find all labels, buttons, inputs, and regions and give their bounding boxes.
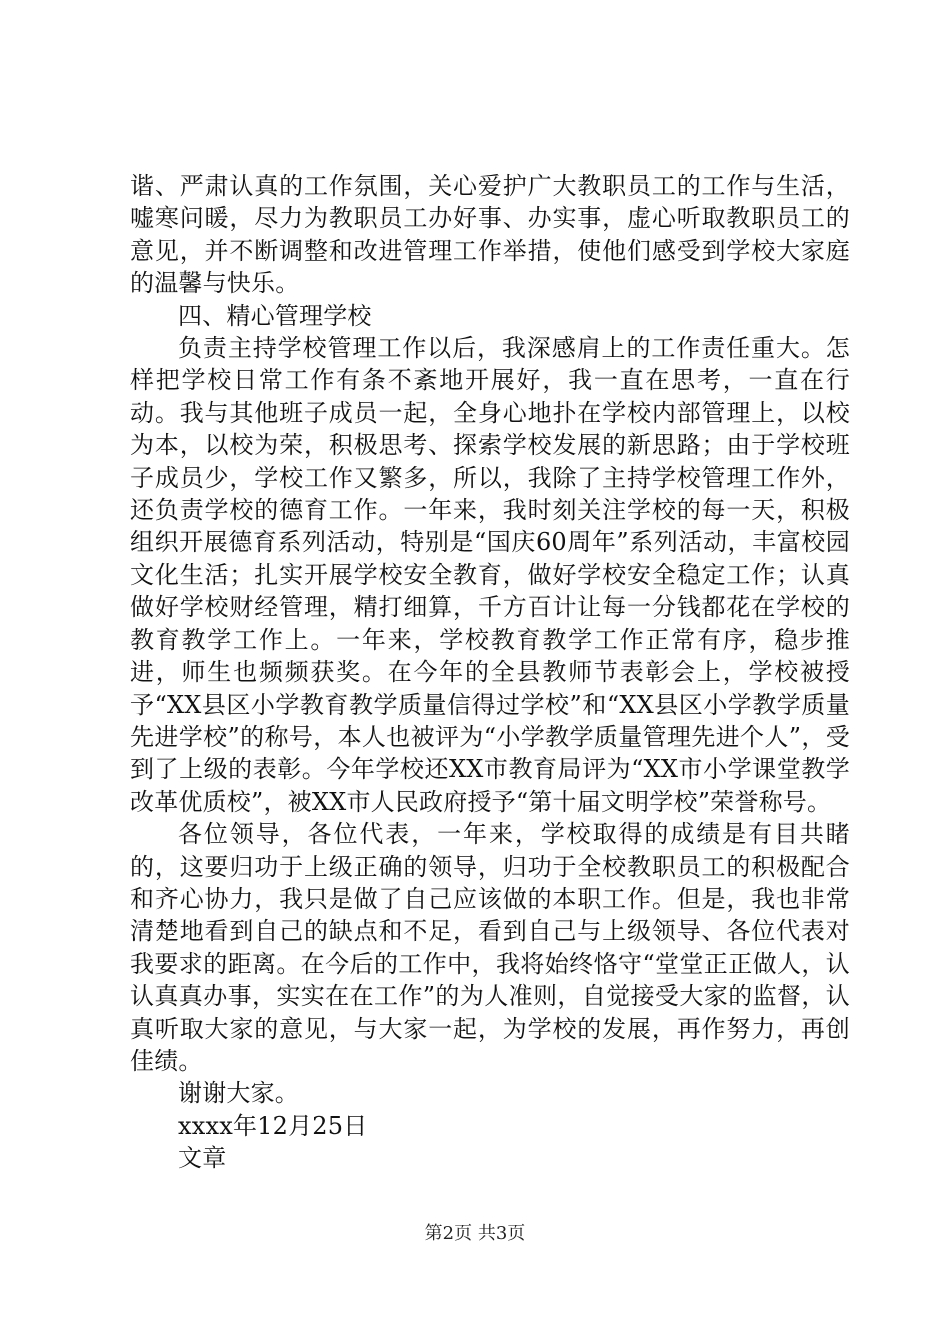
page-indicator: 第2页 共3页 [424, 1223, 526, 1244]
paragraph-continuation: 谐、严肃认真的工作氛围，关心爱护广大教职员工的工作与生活，嘘寒问暖，尽力为教职员工办好事、办实事，虚心听取教职员工的意见，并不断调整和改进管理工作举措，使他们感受到学校大家庭的温馨与快乐。 [130, 172, 850, 298]
paragraph-school-management: 负责主持学校管理工作以后，我深感肩上的工作责任重大。怎样把学校日常工作有条不紊地开展好，我一直在思考，一直在行动。我与其他班子成员一起，全身心地扑在学校内部管理上，以校为本，以校为荣，积极思考、探索学校发展的新思路；由于学校班子成员少，学校工作又繁多，所以，我除了主持学校管理工作外，还负责学校的德育工作。一年来，我时刻关注学校的每一天，积极组织开展德育系列活动，特别是“国庆60周年”系列活动，丰富校园文化生活；扎实开展学校安全教育，做好学校安全稳定工作；认真做好学校财经管理，精打细算，千方百计让每一分钱都花在学校的教育教学工作上。一年来，学校教育教学工作正常有序，稳步推进，师生也频频获奖。在今年的全县教师节表彰会上，学校被授予“XX县区小学教育教学质量信得过学校”和“XX县区小学教学质量先进学校”的称号，本人也被评为“小学教学质量管理先进个人”，受到了上级的表彰。今年学校还XX市教育局评为“XX市小学课堂教学改革优质校”，被XX市人民政府授予“第十届文明学校”荣誉称号。 [130, 334, 850, 816]
section-heading: 四、精心管理学校 [178, 301, 372, 330]
date-line: xxxx年12月25日 [178, 1111, 368, 1140]
page-footer [0, 1222, 950, 1246]
thanks-line: 谢谢大家。 [178, 1079, 299, 1108]
paragraph-conclusion: 各位领导，各位代表，一年来，学校取得的成绩是有目共睹的，这要归功于上级正确的领导，归功于全校教职员工的积极配合和齐心协力，我只是做了自己应该做的本职工作。但是，我也非常清楚地看到自己的缺点和不足，看到自己与上级领导、各位代表对我要求的距离。在今后的工作中，我将始终恪守“堂堂正正做人，认认真真办事，实实在在工作”的为人准则，自觉接受大家的监督，认真听取大家的意见，与大家一起，为学校的发展，再作努力，再创佳绩。 [130, 820, 850, 1075]
document-body [130, 170, 850, 1175]
trailing-word: 文章 [178, 1144, 227, 1173]
